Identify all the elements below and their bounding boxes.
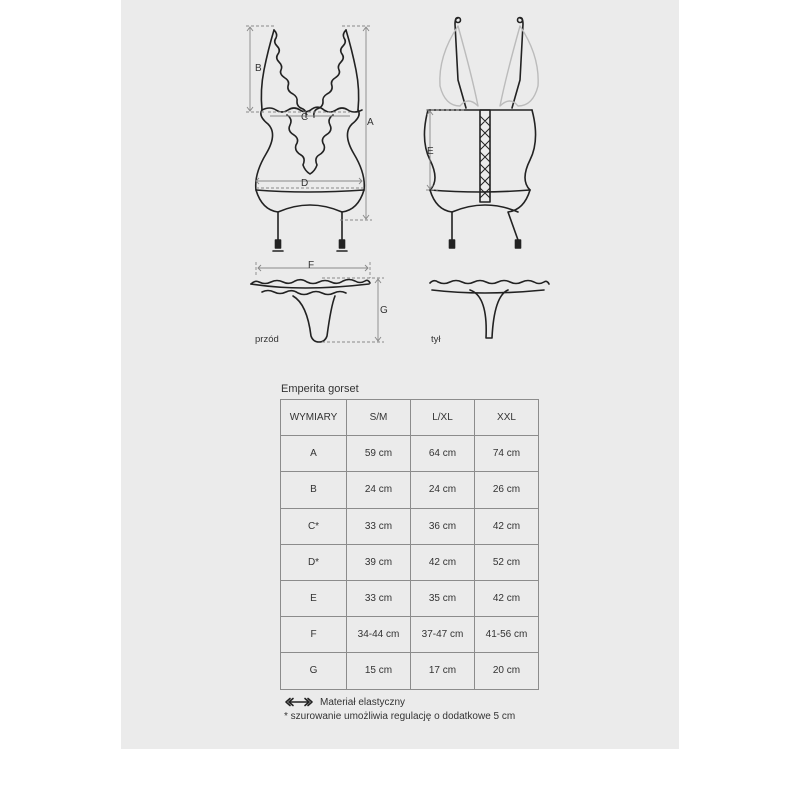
table-row xyxy=(281,436,539,472)
dim-label-b: B xyxy=(255,63,262,74)
legend-elastic-label: Materiał elastyczny xyxy=(320,696,406,708)
table-cell: 74 cm xyxy=(475,436,539,472)
table-cell: 52 cm xyxy=(475,544,539,580)
dim-label-e: E xyxy=(427,146,434,157)
table-title: Emperita gorset xyxy=(281,383,359,395)
legend xyxy=(284,695,515,723)
table-cell: 42 cm xyxy=(475,580,539,616)
table-cell: 24 cm xyxy=(347,472,411,508)
header-dimension: WYMIARY xyxy=(281,400,347,436)
table-cell: 33 cm xyxy=(347,580,411,616)
header-size: L/XL xyxy=(411,400,475,436)
row-label: D* xyxy=(281,544,347,580)
table-cell: 26 cm xyxy=(475,472,539,508)
table-cell: 42 cm xyxy=(411,544,475,580)
row-label: G xyxy=(281,653,347,689)
dim-label-g: G xyxy=(380,305,388,316)
corset-front-drawing xyxy=(256,30,365,251)
table-cell: 39 cm xyxy=(347,544,411,580)
size-table xyxy=(280,399,539,690)
table-row xyxy=(281,617,539,653)
table-row xyxy=(281,653,539,689)
dim-label-d: D xyxy=(301,178,309,189)
table-cell: 59 cm xyxy=(347,436,411,472)
row-label: A xyxy=(281,436,347,472)
legend-elastic xyxy=(284,695,515,709)
table-cell: 20 cm xyxy=(475,653,539,689)
table-cell: 41-56 cm xyxy=(475,617,539,653)
header-size: XXL xyxy=(475,400,539,436)
dim-label-a: A xyxy=(367,117,374,128)
row-label: B xyxy=(281,472,347,508)
table-cell: 34-44 cm xyxy=(347,617,411,653)
dimension-lines xyxy=(247,27,433,341)
row-label: C* xyxy=(281,508,347,544)
dim-label-f: F xyxy=(308,260,315,271)
table-cell: 24 cm xyxy=(411,472,475,508)
table-cell: 17 cm xyxy=(411,653,475,689)
row-label: E xyxy=(281,580,347,616)
table-row xyxy=(281,508,539,544)
back-view-caption: tył xyxy=(431,334,441,345)
table-cell: 64 cm xyxy=(411,436,475,472)
table-header-row xyxy=(281,400,539,436)
double-arrow-icon xyxy=(284,697,314,707)
table-cell: 42 cm xyxy=(475,508,539,544)
table-cell: 36 cm xyxy=(411,508,475,544)
table-cell: 35 cm xyxy=(411,580,475,616)
table-row xyxy=(281,544,539,580)
corset-back-drawing xyxy=(424,18,538,249)
dim-label-c: C xyxy=(301,112,309,123)
table-cell: 15 cm xyxy=(347,653,411,689)
table-cell: 37-47 cm xyxy=(411,617,475,653)
legend-note: * szurowanie umożliwia regulację o dodatkowe 5 cm xyxy=(284,710,516,722)
table-cell: 33 cm xyxy=(347,508,411,544)
thong-back-drawing xyxy=(430,281,549,339)
header-size: S/M xyxy=(347,400,411,436)
thong-front-drawing xyxy=(251,280,370,343)
table-row xyxy=(281,580,539,616)
table-row xyxy=(281,472,539,508)
row-label: F xyxy=(281,617,347,653)
front-view-caption: przód xyxy=(255,334,279,345)
garment-diagrams xyxy=(0,0,800,360)
